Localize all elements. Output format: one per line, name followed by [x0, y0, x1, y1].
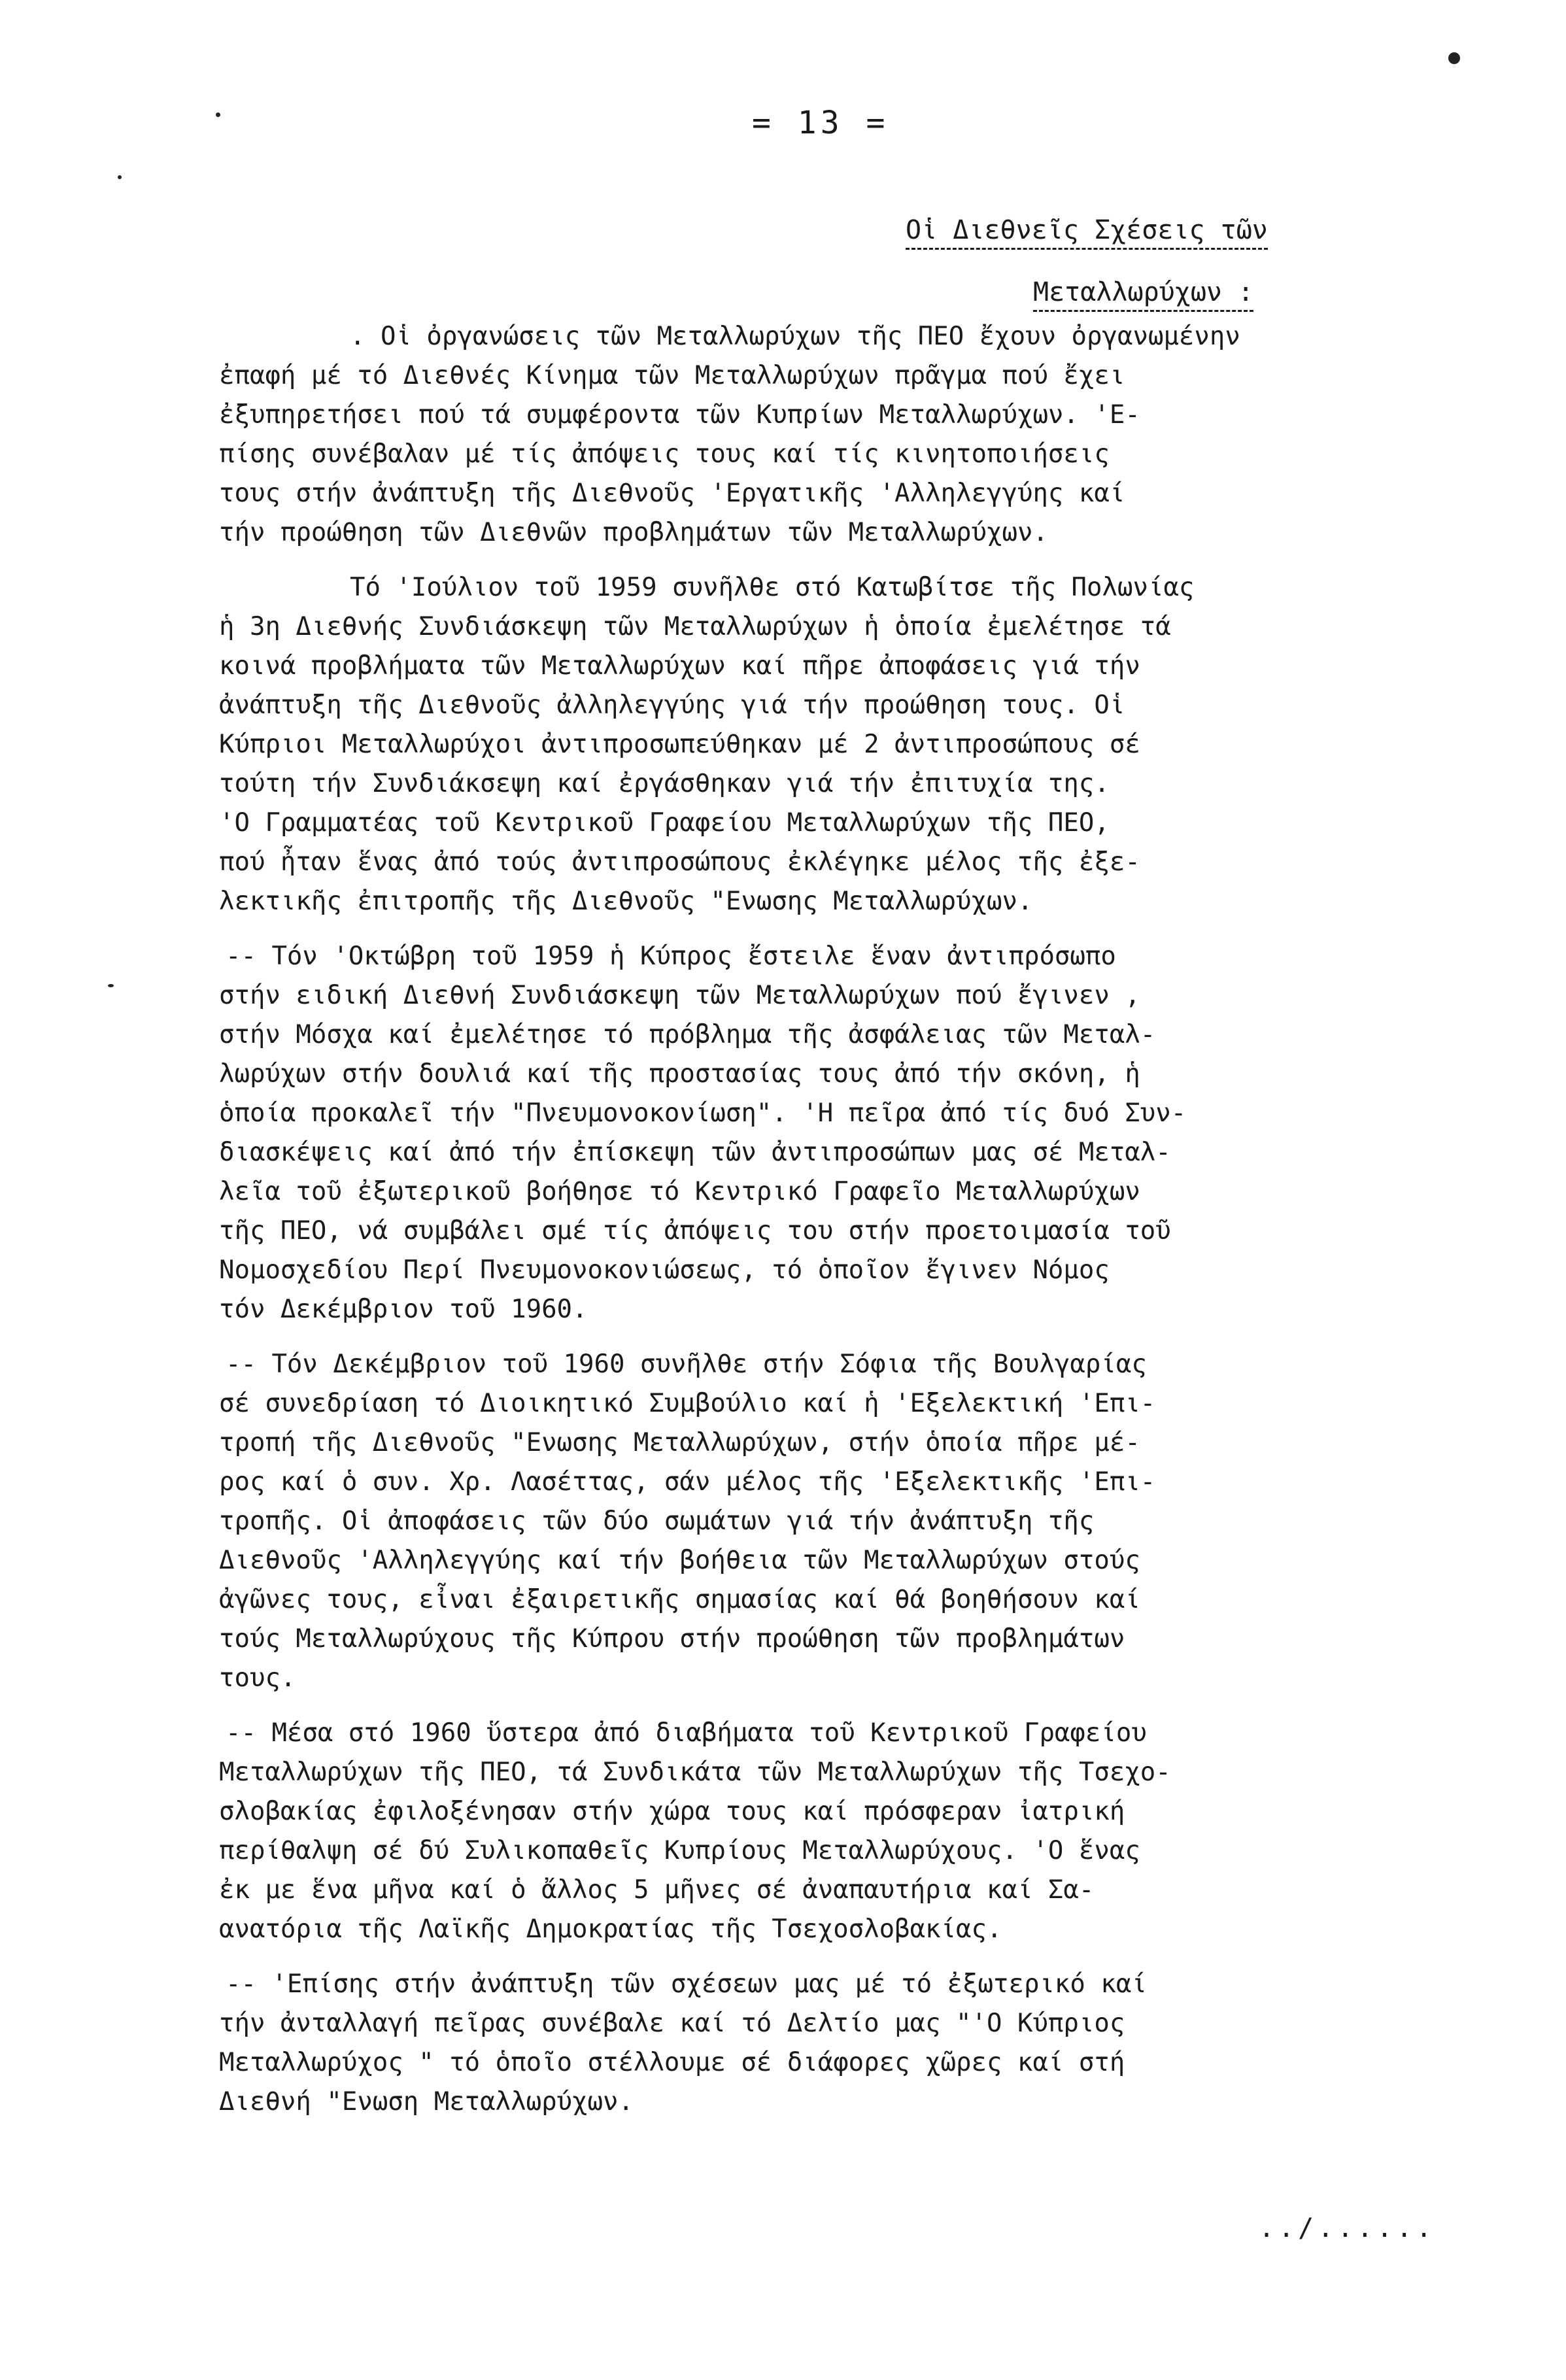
paragraph-5: [219, 1714, 1494, 1949]
text-line: τῆς ΠΕΟ, νά συμβάλει σμέ τίς ἀπόψεις του στήν προετοιμασία τοῦ: [219, 1216, 1171, 1246]
text-line: Διεθνοῦς 'Αλληλεγγύης καί τήν βοήθεια τῶν Μεταλλωρύχων στούς: [219, 1546, 1140, 1575]
text-line: ἐκ με ἕνα μῆνα καί ὁ ἄλλος 5 μῆνες σέ ἀναπαυτήρια καί Σα-: [219, 1875, 1095, 1905]
text-line: τους.: [219, 1663, 296, 1693]
text-line: στήν ειδική Διεθνή Συνδιάσκεψη τῶν Μεταλλωρύχων πού ἔγινεν ,: [219, 981, 1140, 1010]
text-line: ἀνάπτυξη τῆς Διεθνοῦς ἀλληλεγγύης γιά τήν προώθηση τους. Οἱ: [219, 690, 1125, 720]
text-line: τήν προώθηση τῶν Διεθνῶν προβλημάτων τῶν Μεταλλωρύχων.: [219, 518, 1048, 547]
document-body: [219, 317, 1494, 2137]
text-line: τήν ἀνταλλαγή πεῖρας συνέβαλε καί τό Δελτίο μας "'Ο Κύπριος: [219, 2009, 1125, 2038]
text-line: τούτη τήν Συνδιάκσεψη καί ἐργάσθηκαν γιά τήν ἐπιτυχία της.: [219, 769, 1110, 798]
text-line: λεκτικῆς ἐπιτροπῆς τῆς Διεθνοῦς "Ενωσης Μεταλλωρύχων.: [219, 887, 1033, 916]
continuation-mark: ../......: [1259, 2213, 1436, 2243]
text-line: Κύπριοι Μεταλλωρύχοι ἀντιπροσωπεύθηκαν μέ 2 ἀντιπροσώπους σέ: [219, 730, 1140, 759]
text-line: λεῖα τοῦ ἐξωτερικοῦ βοήθησε τό Κεντρικό Γραφεῖο Μεταλλωρύχων: [219, 1177, 1140, 1206]
text-line: -- Τόν Δεκέμβριον τοῦ 1960 συνῆλθε στήν Σόφια τῆς Βουλγαρίας: [226, 1350, 1147, 1379]
paragraph-1: [219, 317, 1494, 552]
ink-speck: [118, 175, 122, 179]
text-line: λωρύχων στήν δουλιά καί τῆς προστασίας τους ἀπό τήν σκόνη, ἡ: [219, 1059, 1140, 1089]
text-line: -- 'Επίσης στήν ἀνάπτυξη τῶν σχέσεων μας μέ τό ἐξωτερικό καί: [226, 1969, 1147, 1999]
text-line: Διεθνή "Ενωση Μεταλλωρύχων.: [219, 2087, 634, 2116]
page-number: = 13 =: [752, 105, 889, 141]
text-line: Νομοσχεδίου Περί Πνευμονοκονιώσεως, τό ὁποῖον ἔγινεν Νόμος: [219, 1255, 1110, 1285]
heading-line-1: Οἱ Διεθνεῖς Σχέσεις τῶν: [906, 199, 1494, 262]
text-line: τόν Δεκέμβριον τοῦ 1960.: [219, 1295, 588, 1324]
section-heading: [906, 199, 1494, 324]
text-line: τους στήν ἀνάπτυξη τῆς Διεθνοῦς 'Εργατικῆς 'Αλληλεγγύης καί: [219, 479, 1125, 508]
text-line: κοινά προβλήματα τῶν Μεταλλωρύχων καί πῆρε ἀποφάσεις γιά τήν: [219, 651, 1140, 681]
text-line: πίσης συνέβαλαν μέ τίς ἀπόψεις τους καί τίς κινητοποιήσεις: [219, 439, 1110, 469]
text-line: περίθαλψη σέ δύ Συλικοπαθεῖς Κυπρίους Μεταλλωρύχους. 'Ο ἕνας: [219, 1836, 1140, 1865]
heading-line-2: Μεταλλωρύχων :: [906, 262, 1494, 324]
text-line: Τό 'Ιούλιον τοῦ 1959 συνῆλθε στό Κατωβίτσε τῆς Πολωνίας: [350, 573, 1195, 602]
text-line: 'Ο Γραμματέας τοῦ Κεντρικοῦ Γραφείου Μεταλλωρύχων τῆς ΠΕΟ,: [219, 808, 1110, 838]
text-line: σλοβακίας ἐφιλοξένησαν στήν χώρα τους καί πρόσφεραν ἰατρική: [219, 1797, 1125, 1826]
paragraph-6: [219, 1965, 1494, 2122]
text-line: σέ συνεδρίαση τό Διοικητικό Συμβούλιο καί ἡ 'Εξελεκτική 'Επι-: [219, 1389, 1156, 1418]
text-line: τροπή τῆς Διεθνοῦς "Ενωσης Μεταλλωρύχων, στήν ὁποία πῆρε μέ-: [219, 1428, 1140, 1457]
paragraph-4: [219, 1345, 1494, 1698]
text-line: -- Τόν 'Οκτώβρη τοῦ 1959 ἡ Κύπρος ἔστειλε ἕναν ἀντιπρόσωπο: [226, 942, 1116, 971]
text-line: τροπῆς. Οἱ ἀποφάσεις τῶν δύο σωμάτων γιά τήν ἀνάπτυξη τῆς: [219, 1506, 1095, 1536]
text-line: Μεταλλωρύχων τῆς ΠΕΟ, τά Συνδικάτα τῶν Μεταλλωρύχων τῆς Τσεχο-: [219, 1758, 1171, 1787]
text-line: ὁποία προκαλεῖ τήν "Πνευμονοκονίωση". 'Η πεῖρα ἀπό τίς δυό Συν-: [219, 1098, 1187, 1128]
paragraph-3: [219, 937, 1494, 1329]
text-line: ἀγῶνες τους, εἶναι ἐξαιρετικῆς σημασίας καί θά βοηθήσουν καί: [219, 1585, 1140, 1614]
text-line: ἡ 3η Διεθνής Συνδιάσκεψη τῶν Μεταλλωρύχων ἡ ὁποία ἐμελέτησε τά: [219, 612, 1171, 641]
paragraph-2: [219, 568, 1494, 921]
ink-speck: [216, 112, 220, 117]
text-line: ρος καί ὁ συν. Χρ. Λασέττας, σάν μέλος τῆς 'Εξελεκτικῆς 'Επι-: [219, 1467, 1156, 1497]
ink-speck: [1448, 52, 1460, 64]
text-line: -- Μέσα στό 1960 ὕστερα ἀπό διαβήματα τοῦ Κεντρικοῦ Γραφείου: [226, 1718, 1147, 1748]
text-line: ανατόρια τῆς Λαϊκῆς Δημοκρατίας τῆς Τσεχοσλοβακίας.: [219, 1914, 1002, 1944]
text-line: τούς Μεταλλωρύχους τῆς Κύπρου στήν προώθηση τῶν προβλημάτων: [219, 1624, 1125, 1654]
text-line: ἐξυπηρετήσει πού τά συμφέροντα τῶν Κυπρίων Μεταλλωρύχων. 'Ε-: [219, 400, 1140, 430]
ink-speck: [108, 984, 114, 987]
text-line: Μεταλλωρύχος " τό ὁποῖο στέλλουμε σέ διάφορες χῶρες καί στή: [219, 2048, 1125, 2077]
text-line: στήν Μόσχα καί ἐμελέτησε τό πρόβλημα τῆς ἀσφάλειας τῶν Μεταλ-: [219, 1020, 1156, 1049]
text-line: ἐπαφή μέ τό Διεθνές Κίνημα τῶν Μεταλλωρύχων πρᾶγμα πού ἔχει: [219, 361, 1125, 390]
text-line: . Οἱ ὀργανώσεις τῶν Μεταλλωρύχων τῆς ΠΕΟ ἔχουν ὀργανωμένην: [350, 322, 1240, 351]
text-line: διασκέψεις καί ἀπό τήν ἐπίσκεψη τῶν ἀντιπροσώπων μας σέ Μεταλ-: [219, 1138, 1171, 1167]
text-line: πού ἦταν ἕνας ἀπό τούς ἀντιπροσώπους ἐκλέγηκε μέλος τῆς ἐξε-: [219, 847, 1140, 877]
